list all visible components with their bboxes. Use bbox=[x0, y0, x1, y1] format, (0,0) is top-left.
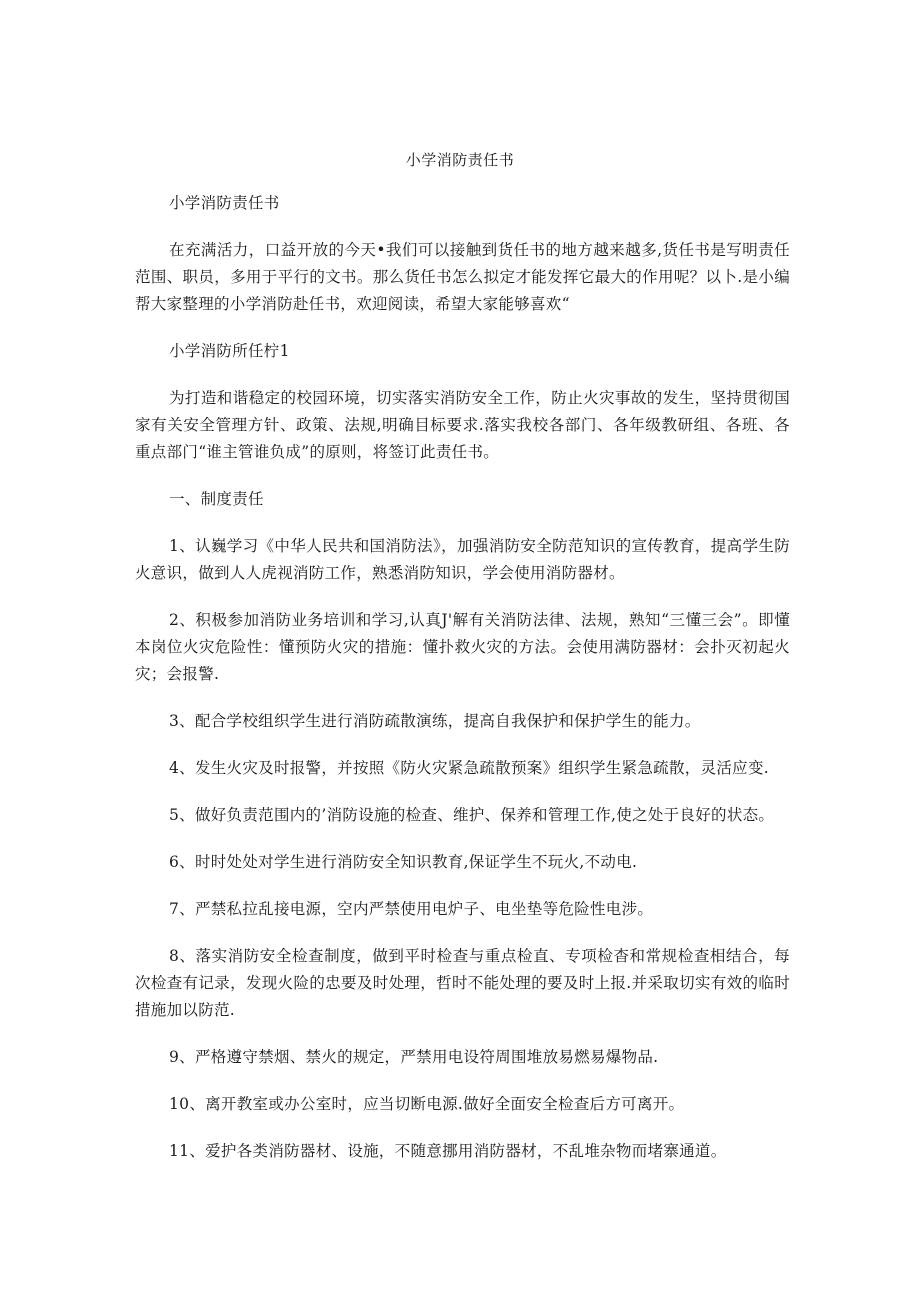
paragraph-item-5: 5、做好负责范围内的’消防设施的检查、维护、保养和管理工作,使之处于良好的状态。 bbox=[169, 806, 775, 824]
paragraph-purpose: 为打造和谐稳定的校园环境，切实落实消防安全工作，防止火灾事故的发生，坚持贯彻国家有关安全管理方针、政策、法规,明确目标要求.落实我校各部门、各年级教研组、各班、各重点部门“谁主管谁负成”的原则，将签订此责任书。 bbox=[135, 389, 790, 461]
document-title: 小学消防责任书 bbox=[405, 151, 515, 169]
paragraph-section-heading: 小学消防所任柠1 bbox=[169, 342, 290, 360]
paragraph-heading-system-responsibility: 一、制度责任 bbox=[169, 490, 264, 508]
paragraph-item-6: 6、时时处处对学生进行消防安全知识教育,保证学生不玩火,不动电. bbox=[169, 853, 638, 871]
paragraph-item-4: 4、发生火灾及时报警，并按照《防火灾紧急疏散预案》组织学生紧急疏散，灵活应变. bbox=[169, 759, 769, 777]
paragraph-item-11: 11、爱护各类消防器材、设施，不随意挪用消防器材，不乱堆杂物而堵寨通道。 bbox=[169, 1142, 727, 1160]
paragraph-item-2: 2、积极参加消防业务培训和学习,认真J'解有关消防法律、法规，熟知“三懂三会”。即懂本岗位火灾危险性：懂预防火灾的措施：懂扑救火灾的方法。会使用满防器材：会扑灭初起火灾；会报警. bbox=[135, 611, 790, 683]
paragraph-item-1: 1、认巍学习《中华人民共和国消防法》，加强消防安全防范知识的宣传教育，提高学生防火意识，做到人人虎视消防工作，熟悉消防知识，学会使用消防器材。 bbox=[135, 537, 790, 582]
document-body bbox=[135, 190, 790, 1185]
paragraph-item-7: 7、严禁私拉乱接电源，空内严禁使用电炉子、电坐垫等危险性电涉。 bbox=[169, 900, 654, 918]
paragraph-item-9: 9、严格遵守禁烟、禁火的规定，严禁用电设符周围堆放易燃易爆物品. bbox=[169, 1048, 659, 1066]
paragraph-subtitle: 小学消防责任书 bbox=[169, 194, 280, 212]
paragraph-item-3: 3、配合学校组织学生进行消防疏散演练，提高自我保护和保护学生的能力。 bbox=[169, 712, 701, 730]
paragraph-item-10: 10、离开教室或办公室时，应当切断电源.做好全面安全检查后方可离开。 bbox=[169, 1095, 685, 1113]
paragraph-item-8: 8、落实消防安全检查制度，做到平时检查与重点检直、专项检杳和常规检查相结合，每次检查有记录，发现火险的忠要及时处理，哲时不能处理的要及时上报.并采取切实有效的临时措施加以防范. bbox=[135, 947, 790, 1019]
paragraph-intro: 在充满活力，口益开放的今天•我们可以接触到货任书的地方越来越多,货任书是写明责任范围、职员，多用于平行的文书。那么货任书怎么拟定才能发挥它最大的作用呢？以卜.是小编帮大家整理的小学消防赴任书，欢迎阅读，希望大家能够喜欢“ bbox=[135, 241, 790, 313]
